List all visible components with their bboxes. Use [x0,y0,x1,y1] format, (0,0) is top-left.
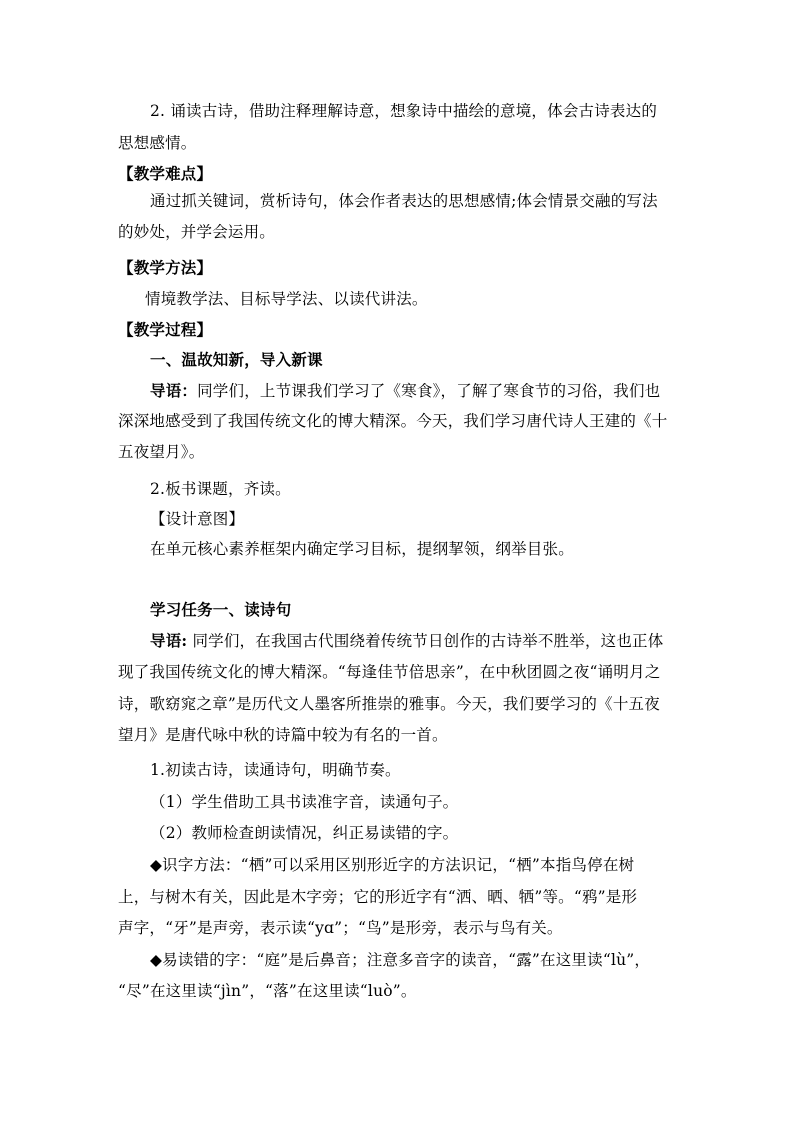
step-2: 2.板书课题，齐读。 [150,480,291,498]
difficulty-heading: 【教学难点】 [118,164,213,183]
process-heading: 【教学过程】 [118,320,213,339]
literacy-method-line-2: 上，与树木有关，因此是木字旁；它的形近字有“洒、晒、牺”等。“鸦”是形 [118,888,638,906]
error-prone-line-2: “尽”在这里读“jìn”，“落”在这里读“luò”。 [118,982,417,1000]
intro-text: 同学们，上节课我们学习了《寒食》，了解了寒食节的习俗，我们也 [197,382,661,400]
task-1-title: 学习任务一、读诗句 [150,600,292,619]
literacy-method-line-3: 声字，“牙”是声旁，表示读“yɑ”；“鸟”是形旁，表示与鸟有关。 [118,919,563,937]
intro-label: 导语： [150,381,198,400]
task-1-intro-line-1 [150,631,663,651]
task-1-intro-line-3: 诗，歌窈窕之章”是历代文人墨客所推崇的雅事。今天，我们要学习的《十五夜 [118,695,660,713]
task-1-intro-text: 同学们，在我国古代围绕着传统节日创作的古诗举不胜举，这也正体 [187,632,664,650]
method-text: 情境教学法、目标导学法、以读代讲法。 [145,290,428,308]
intro-paragraph-line-2: 深深地感受到了我国传统文化的博大精深。今天，我们学习唐代诗人王建的《十 [118,412,668,430]
design-intent-text: 在单元核心素养框架内确定学习目标，提纲挈领，纲举目张。 [150,540,574,558]
task-1-intro-line-4: 望月》是唐代咏中秋的诗篇中较为有名的一首。 [118,726,448,744]
error-prone-line-1: ◆易读错的字：“庭”是后鼻音；注意多音字的读音，“露”在这里读“lù”， [150,951,651,969]
goal-2-line-1: 2. 诵读古诗，借助注释理解诗意，想象诗中描绘的意境，体会古诗表达的 [150,102,658,120]
section-1-title: 一、温故知新，导入新课 [150,350,323,369]
difficulty-line-1: 通过抓关键词，赏析诗句，体会作者表达的思想感情;体会情景交融的写法 [150,192,658,210]
method-heading: 【教学方法】 [118,258,213,277]
task-1-sub-2: （2）教师检查朗读情况，纠正易读错的字。 [150,824,459,842]
difficulty-line-2: 的妙处，并学会运用。 [118,223,276,241]
task-1-sub-1: （1）学生借助工具书读准字音，读通句子。 [150,793,459,811]
task-1-intro-line-2: 现了我国传统文化的博大精深。“每逢佳节倍思亲”，在中秋团圆之夜“诵明月之 [118,663,661,681]
design-intent-heading: 【设计意图】 [150,510,245,528]
goal-2-line-2: 思想感情。 [118,134,197,152]
intro-paragraph-line-1 [150,381,660,401]
task-1-intro-label: 导语: [150,631,188,650]
task-1-step-1: 1.初读古诗，读通诗句，明确节奏。 [150,761,401,779]
literacy-method-line-1: ◆识字方法：“栖”可以采用区别形近字的方法识记，“栖”本指鸟停在树 [150,856,635,874]
intro-paragraph-line-3: 五夜望月》。 [118,443,205,461]
